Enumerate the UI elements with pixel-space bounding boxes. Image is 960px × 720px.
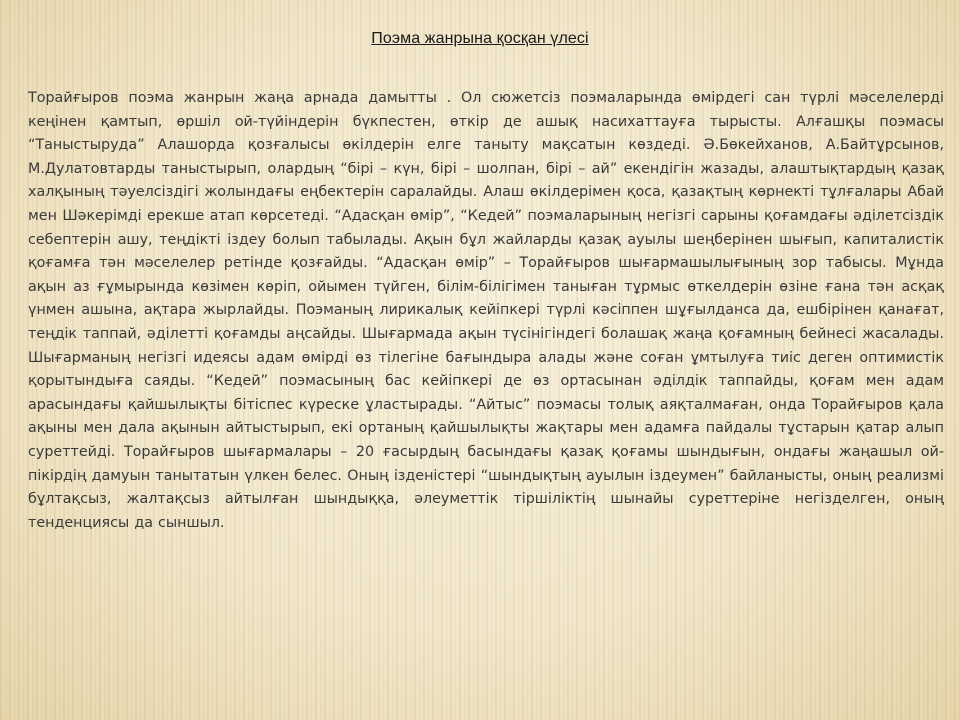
slide-body-text: Торайғыров поэма жанрын жаңа арнада дамытты . Ол сюжетсіз поэмаларында өмірдегі сан түрлі мәселелерді кеңінен қамтып, өршіл ой-түйіндерін бүкпестен, өткір де ашық насихаттауға тырысты. Алғашқы поэмасы “Таныстыруда” Алашорда қозғалысы өкілдерін елге таныту мақсатын көздеді. Ә.Бөкейханов, А.Байтұрсынов, М.Дулатовтарды таныстырып, олардың “бірі – күн, бірі – шолпан, бірі – ай” екендігін жазады, алаштықтардың қазақ халқының тәуелсіздігі жолындағы еңбектерін саралайды. Алаш өкілдерімен қоса, қазақтың көрнекті тұлғалары Абай мен Шәкерімді ерекше атап көрсетеді. “Адасқан өмір”, “Кедей” поэмаларының негізгі сарыны қоғамдағы әділетсіздік себептерін ашу, теңдікті іздеу болып табылады. Ақын бұл жайларды қазақ ауылы шеңберінен шығып, капиталистік қоғамға тән мәселелер ретінде қозғайды. “Адасқан өмір” – Торайғыров шығармашылығының зор табысы. Мұнда ақын аз ғұмырында көзімен көріп, ойымен түйген, білім-білігімен таныған тұрмыс өткелдерін өзіне ғана тән асқақ үнмен ашына, ақтара жырлайды. Поэманың лирикалық кейіпкері түрлі кәсіппен шұғылданса да, ешбірінен қанағат, теңдік таппай, әділетті қоғамды аңсайды. Шығармада ақын түсінігіндегі болашақ жаңа қоғамның бейнесі жасалады. Шығарманың негізгі идеясы адам өмірді өз тілегіне бағындыра алады және соған ұмтылуға тиіс деген оптимистік қорытындыға саяды. “Кедей” поэмасының бас кейіпкері де өз ортасынан әділдік таппайды, қоғам мен адам арасындағы қайшылықты бітіспес күреске ұластырады. “Айтыс” поэмасы толық аяқталмаған, онда Торайғыров қала ақыны мен дала ақынын айтыстырып, екі ортаның қайшылықты жақтары мен адамға пайдалы тұстарын қатар алып суреттейді. Торайғыров шығармалары – 20 ғасырдың басындағы қазақ қоғамы шындығын, ондағы жаңашыл ой-пікірдің дамуын танытатын үлкен белес. Оның ізденістері “шындықтың ауылын іздеумен” байланысты, оның реализмі бұлтақсыз, жалтақсыз айтылған шындыққа, әлеуметтік тіршіліктің шынайы суреттеріне негізделген, оның тенденциясы да сыншыл. [28,90,944,531]
slide-title: Поэма жанрына қосқан үлесі [371,30,589,47]
